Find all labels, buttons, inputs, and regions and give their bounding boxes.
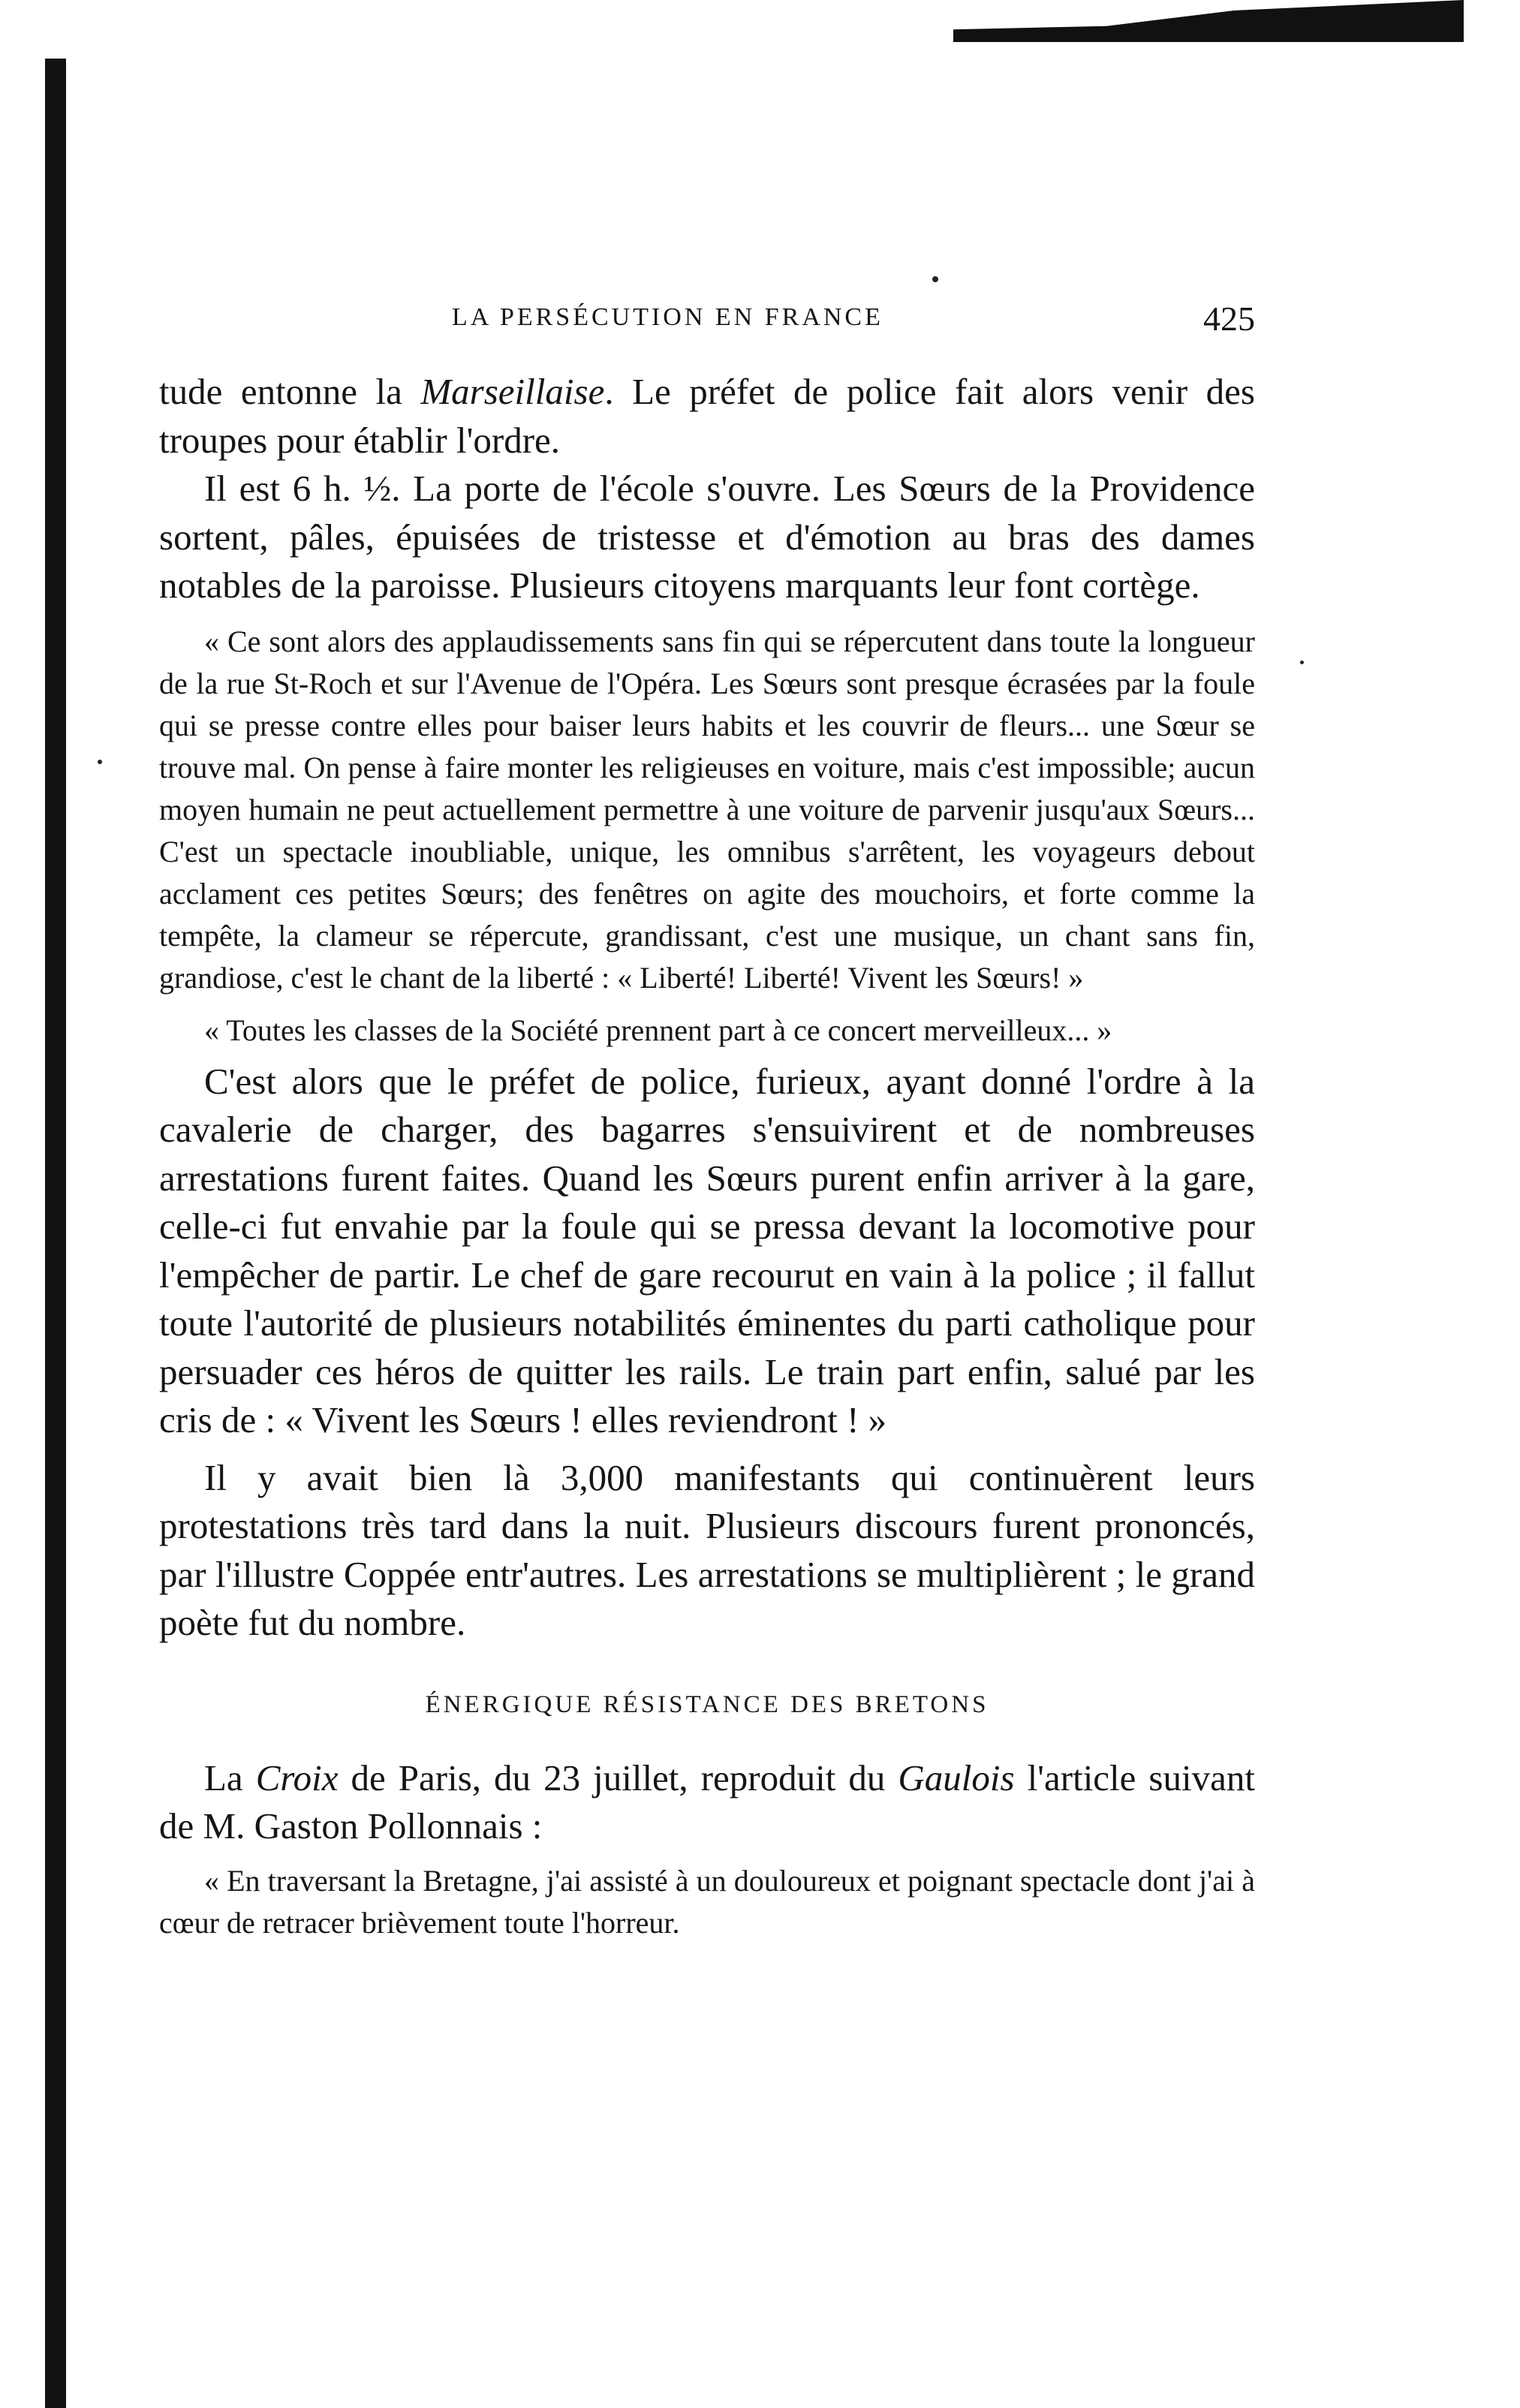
italic-title-croix: Croix <box>255 1756 339 1798</box>
scan-speck <box>932 276 938 282</box>
scan-edge-artifact-top <box>953 0 1464 42</box>
paragraph-1: tude entonne la Marseillaise. Le préfet de police fait alors venir des troupes pour établir l'ordre. <box>159 371 1256 461</box>
paragraph-3: C'est alors que le préfet de police, furieux, ayant donné l'ordre à la cavalerie de charger, des bagarres s'ensuivirent et de nombreuses arrestations furent faites. Quand les Sœurs purent enfin arriver à la gare, celle-ci fut envahie par la foule qui se pressa devant la locomotive pour l'empêcher de partir. Le chef de gare recourut en vain à la police ; il fallut toute l'autorité de plusieurs notabilités éminentes du parti catholique pour persuader ces héros de quitter les rails. Le train part enfin, salué par les cris de : « Vivent les Sœurs ! elles reviendront ! » <box>159 1060 1255 1440</box>
quote-block-2: « Toutes les classes de la Société prennent part à ce concert merveilleux... » <box>204 1013 1112 1047</box>
quote-block-3: « En traversant la Bretagne, j'ai assisté à un douloureux et poignant spectacle dont j'ai à cœur de retracer brièvement toute l'horreur. <box>159 1863 1255 1940</box>
running-head <box>159 299 1255 344</box>
page-number: 425 <box>1203 299 1255 338</box>
paragraph-4: Il y avait bien là 3,000 manifestants qui continuèrent leurs protestations très tard dans la nuit. Plusieurs discours furent prononcés, par l'illustre Coppée entr'autres. Les arrestations se multiplièrent ; le grand poète fut du nombre. <box>159 1456 1255 1643</box>
italic-title-gaulois: Gaulois <box>898 1756 1015 1798</box>
paragraph-5: La Croix de Paris, du 23 juillet, reproduit du Gaulois l'article suivant de M. Gaston Pollonnais : <box>159 1756 1255 1847</box>
paragraph-2: Il est 6 h. ½. La porte de l'école s'ouvre. Les Sœurs de la Providence sortent, pâles, épuisées de tristesse et d'émotion au bras des dames notables de la paroisse. Plusieurs citoyens marquants leur font cortège. <box>159 468 1255 606</box>
scan-speck <box>98 760 102 764</box>
italic-title-marseillaise: Marseillaise <box>420 371 605 412</box>
running-title: LA PERSÉCUTION EN FRANCE <box>452 303 883 331</box>
scan-speck <box>1300 661 1304 664</box>
scan-edge-artifact-left <box>45 59 66 2408</box>
quote-block-1: « Ce sont alors des applaudissements sans fin qui se répercutent dans toute la longueur de la rue St-Roch et sur l'Avenue de l'Opéra. Les Sœurs sont presque écrasées par la foule qui se presse contre elles pour baiser leurs habits et les couvrir de fleurs... une Sœur se trouve mal. On pense à faire monter les religieuses en voiture, mais c'est impossible; aucun moyen humain ne peut actuellement permettre à une voiture de parvenir jusqu'aux Sœurs... C'est un spectacle inoubliable, unique, les omnibus s'arrêtent, les voyageurs debout acclament ces petites Sœurs; des fenêtres on agite des mouchoirs, et forte comme la tempête, la clameur se répercute, grandissant, c'est une musique, un chant sans fin, grandiose, c'est le chant de la liberté : « Liberté! Liberté! Vivent les Sœurs! » <box>159 624 1255 995</box>
body-text <box>159 368 1255 1944</box>
section-heading: ÉNERGIQUE RÉSISTANCE DES BRETONS <box>425 1690 989 1718</box>
